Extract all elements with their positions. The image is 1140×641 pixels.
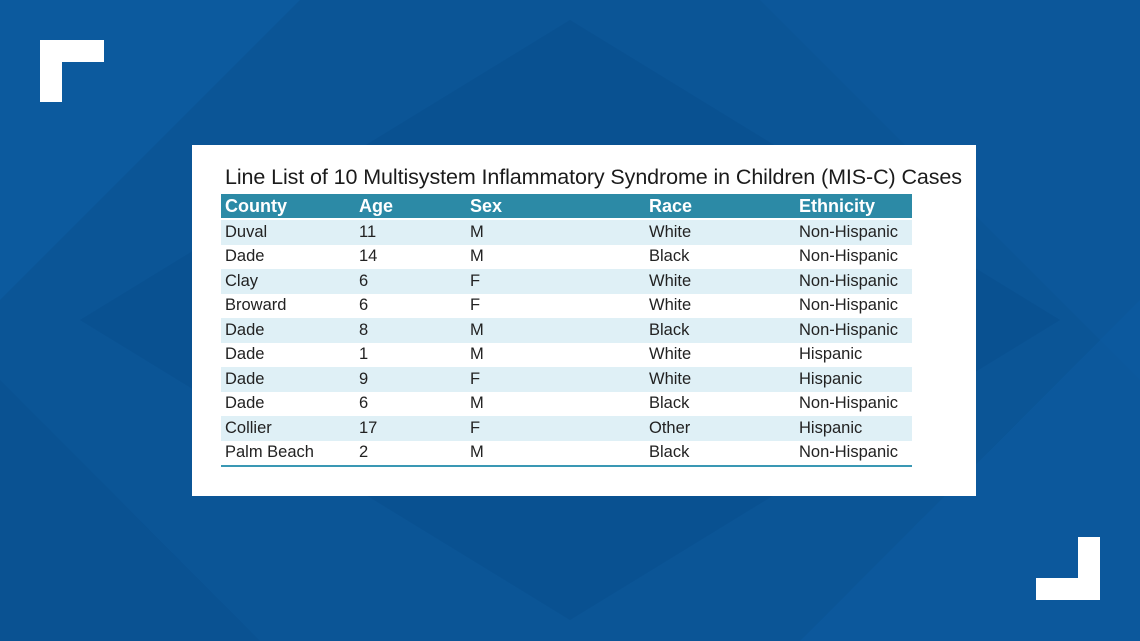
table-row [221, 367, 912, 392]
cell-sex: F [466, 294, 645, 319]
table-row [221, 343, 912, 368]
cell-sex: M [466, 219, 645, 245]
column-header-race: Race [645, 194, 795, 219]
table-row [221, 318, 912, 343]
table-title: Line List of 10 Multisystem Inflammatory Syndrome in Children (MIS-C) Cases [225, 165, 962, 189]
cell-ethnicity: Hispanic [795, 343, 912, 368]
table-row [221, 392, 912, 417]
cell-ethnicity: Non-Hispanic [795, 269, 912, 294]
cell-race: Black [645, 318, 795, 343]
cell-race: White [645, 367, 795, 392]
cell-age: 6 [355, 392, 466, 417]
cell-county: Dade [221, 343, 355, 368]
cell-race: White [645, 269, 795, 294]
cell-sex: M [466, 392, 645, 417]
cell-county: Palm Beach [221, 441, 355, 467]
cell-race: Black [645, 392, 795, 417]
table-row [221, 416, 912, 441]
cell-sex: M [466, 245, 645, 270]
cell-age: 9 [355, 367, 466, 392]
column-header-ethnicity: Ethnicity [795, 194, 912, 219]
cell-race: White [645, 343, 795, 368]
cell-county: Dade [221, 367, 355, 392]
table-row [221, 441, 912, 467]
cell-ethnicity: Non-Hispanic [795, 294, 912, 319]
cell-ethnicity: Non-Hispanic [795, 245, 912, 270]
cell-age: 17 [355, 416, 466, 441]
cell-sex: F [466, 367, 645, 392]
cell-race: White [645, 219, 795, 245]
cell-county: Broward [221, 294, 355, 319]
cell-race: White [645, 294, 795, 319]
cell-sex: F [466, 416, 645, 441]
cell-ethnicity: Non-Hispanic [795, 392, 912, 417]
cell-age: 14 [355, 245, 466, 270]
cell-age: 1 [355, 343, 466, 368]
table-row [221, 245, 912, 270]
cell-ethnicity: Non-Hispanic [795, 219, 912, 245]
table-row [221, 219, 912, 245]
cell-county: Clay [221, 269, 355, 294]
cell-county: Dade [221, 392, 355, 417]
cell-age: 6 [355, 294, 466, 319]
cell-sex: M [466, 318, 645, 343]
cell-ethnicity: Hispanic [795, 416, 912, 441]
header-row [221, 194, 912, 219]
cell-race: Black [645, 441, 795, 467]
cell-age: 2 [355, 441, 466, 467]
document-card [192, 145, 976, 496]
column-header-age: Age [355, 194, 466, 219]
line-list-table [221, 194, 912, 467]
cell-county: Dade [221, 245, 355, 270]
cell-age: 6 [355, 269, 466, 294]
cell-race: Black [645, 245, 795, 270]
cell-sex: M [466, 343, 645, 368]
cell-ethnicity: Non-Hispanic [795, 318, 912, 343]
cell-county: Duval [221, 219, 355, 245]
table-row [221, 294, 912, 319]
cell-race: Other [645, 416, 795, 441]
column-header-county: County [221, 194, 355, 219]
cell-sex: F [466, 269, 645, 294]
column-header-sex: Sex [466, 194, 645, 219]
cell-ethnicity: Non-Hispanic [795, 441, 912, 467]
cell-age: 8 [355, 318, 466, 343]
cell-county: Dade [221, 318, 355, 343]
cell-county: Collier [221, 416, 355, 441]
table-row [221, 269, 912, 294]
cell-age: 11 [355, 219, 466, 245]
cell-sex: M [466, 441, 645, 467]
cell-ethnicity: Hispanic [795, 367, 912, 392]
